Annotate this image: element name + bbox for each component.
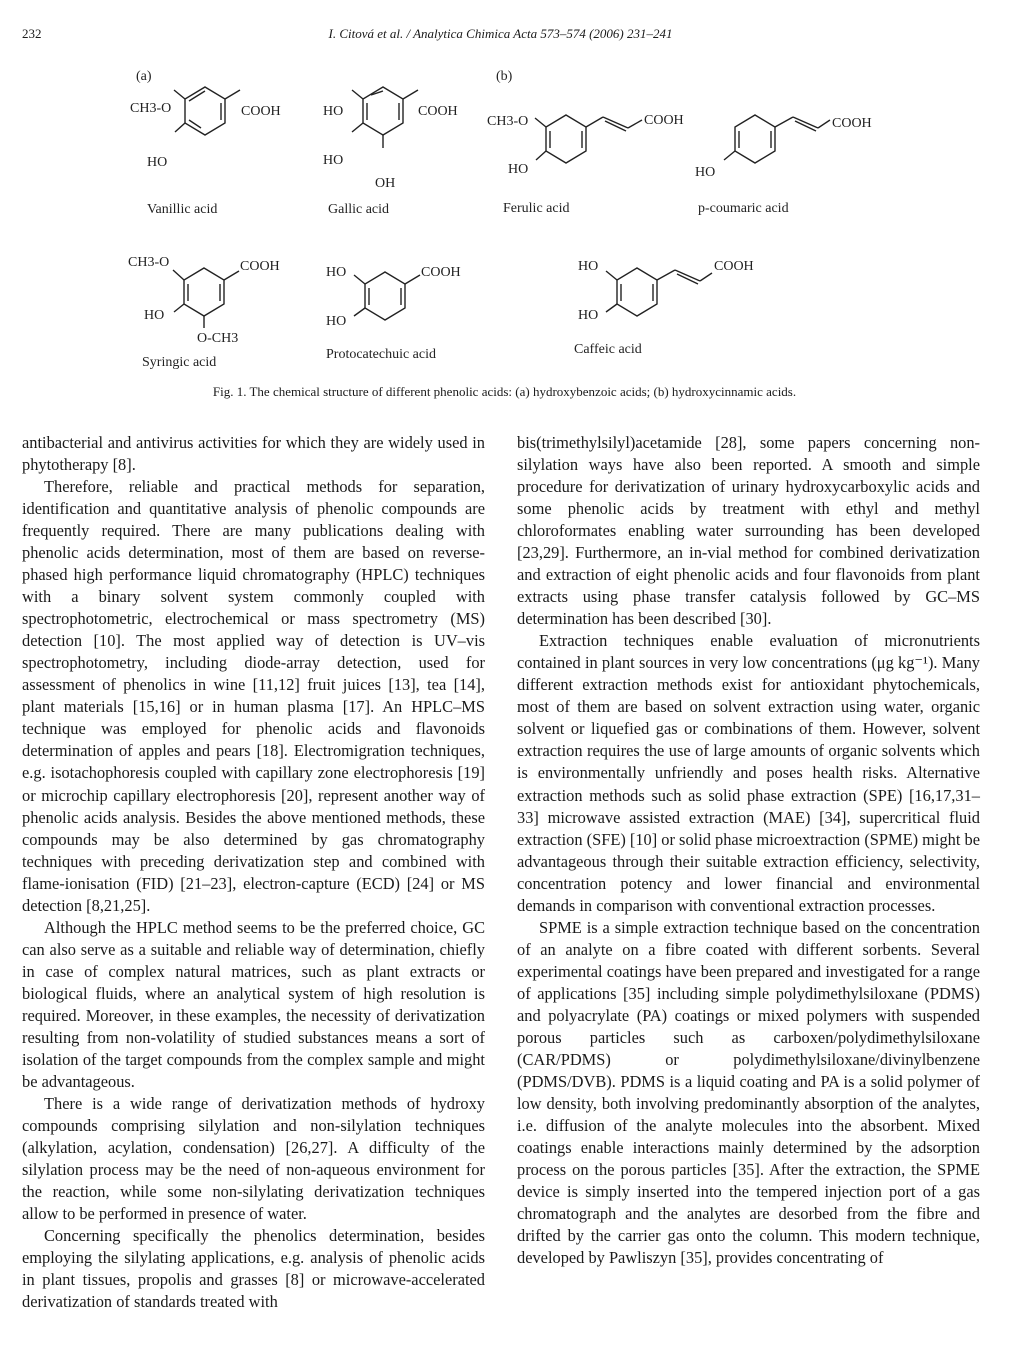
journal-citation: I. Citová et al. / Analytica Chimica Acta 573–574 (2006) 231–241 [328, 26, 673, 41]
paragraph: antibacterial and antivirus activities for which they are widely used in phytotherapy [8]. [22, 433, 485, 475]
figure-caption: Fig. 1. The chemical structure of different phenolic acids: (a) hydroxybenzoic acids; (b) hydroxycinnamic acids. [212, 384, 797, 399]
page-number: 232 [22, 26, 42, 41]
group-label: HO [323, 153, 344, 168]
group-label: HO [147, 155, 168, 170]
coumaric-ring [735, 115, 775, 163]
right-column [517, 432, 980, 1269]
group-label: CH3-O [128, 255, 170, 270]
structure-name-caffeic: Caffeic acid [574, 342, 642, 357]
vanillic-ring [185, 87, 225, 135]
paragraph: SPME is a simple extraction technique based on the concentration of an analyte on a fibre coated with different sorbents. Several experimental coatings have been prepared and investigated for a range of applications [35] including simple polydimethylsiloxane (PDMS) and polyacrylate (PA) coatings or mixed polymers with suspended porous particles such as carboxen/polydimethylsiloxane (CAR/PDMS) or polydimethylsiloxane/divinylbenzene (PDMS/DVB). PDMS is a liquid coating and PA is a solid polymer of low density, both involving predominantly absorption of the analytes, i.e. diffusion of the analyte molecules into the absorbent. Mixed coatings enable interactions mainly determined by the adsorption process on the porous particles [35]. After the extraction, the SPME device is simply inserted into the tempered injection port of a gas chromatograph and the analytes are desorbed from the fibre and drifted by the carrier gas onto the column. This modern technique, developed by Pawliszyn [35], provides concentrating of [517, 917, 980, 1268]
group-label: O-CH3 [197, 331, 239, 346]
paragraph: Extraction techniques enable evaluation of micronutrients contained in plant sources in very low concentrations (μg kg⁻¹). Many different extraction methods exist for antioxidant phytochemicals, most of them are based on solvent extraction using water, organic solvent or liquefied gas or combinations of them. However, solvent extraction requires the use of large amounts of organic solvents which is environmentally unfriendly and poses health risks. Alternative extraction methods such as solid phase extraction (SPE) [16,17,31–33] microwave assisted extraction (MAE) [34], supercritical fluid extraction (SFE) [10] or solid phase microextraction (SPME) might be advantageous through their suitable extraction efficiency, selectivity, concentration potency and lower financial and environmental demands in comparison with conventional extraction processes. [517, 631, 980, 915]
group-label: COOH [832, 116, 872, 131]
group-label: COOH [714, 259, 754, 274]
group-label: COOH [644, 113, 684, 128]
panel-b-label: (b) [496, 69, 513, 84]
group-label: HO [326, 314, 347, 329]
figure-1 [100, 60, 920, 376]
structure-name-coumaric: p-coumaric acid [698, 201, 789, 216]
group-label: HO [508, 162, 529, 177]
group-label: COOH [418, 104, 458, 119]
group-label: HO [578, 259, 599, 274]
gallic-ring [363, 87, 403, 135]
paragraph: Concerning specifically the phenolics determination, besides employing the silylating applications, e.g. analysis of phenolic acids in plant tissues, propolis and grasses [8] or microwave-accelerated derivatization of standards treated with [22, 1226, 485, 1312]
page-header [22, 22, 979, 44]
paragraph: There is a wide range of derivatization methods of hydroxy compounds comprising silylation and non-silylation techniques (alkylation, acylation, condensation) [26,27]. A difficulty of the silylation process may be the need of non-aqueous environment for the reaction, while some non-silylating derivatization techniques allow to be performed in presence of water. [22, 1093, 485, 1224]
protocatechuic-ring [365, 272, 405, 320]
group-label: HO [695, 165, 716, 180]
group-label: CH3-O [487, 114, 529, 129]
group-label: HO [323, 104, 344, 119]
paragraph: bis(trimethylsilyl)acetamide [28], some papers concerning non-silylation ways have also been reported. A smooth and simple procedure for derivatization of urinary hydroxycarboxylic acids and some phenolic acids by treatment with ethyl and methyl chloroformates enabling water surrounding has been developed [23,29]. Furthermore, an in-vial method for combined derivatization and extraction of eight phenolic acids and four flavonoids from plant extracts using phase transfer catalysis followed by GC–MS determination has been described [30]. [517, 433, 980, 629]
chemical-structures-figure [100, 60, 920, 376]
group-label: HO [578, 308, 599, 323]
group-label: HO [144, 308, 165, 323]
group-label: OH [375, 176, 396, 191]
structure-name-protocatechuic: Protocatechuic acid [326, 347, 437, 362]
structure-name-vanillic: Vanillic acid [147, 202, 218, 217]
group-label: COOH [421, 265, 461, 280]
structure-name-gallic: Gallic acid [328, 202, 390, 217]
syringic-ring [184, 268, 224, 316]
structure-name-syringic: Syringic acid [142, 355, 217, 370]
group-label: COOH [240, 259, 280, 274]
left-column [22, 432, 485, 1313]
group-label: HO [326, 265, 347, 280]
group-label: CH3-O [130, 101, 172, 116]
paragraph: Although the HPLC method seems to be the preferred choice, GC can also serve as a suitable and reliable way of determination, chiefly in case of complex natural matrices, such as plant extracts or biological fluids, where an analytical system of high resolution is required. Moreover, in these examples, the necessity of derivatization resulting from non-volatility of studied substances means a sort of isolation of the target compounds from the complex sample and might be advantageous. [22, 917, 485, 1091]
paragraph: Therefore, reliable and practical methods for separation, identification and quantitative analysis of phenolic compounds are frequently required. There are many publications dealing with phenolic acids determination, most of them are based on reverse-phased high performance liquid chromatography (HPLC) techniques with a binary solvent system commonly coupled with spectrophotometric, electrochemical or mass spectrometry (MS) detection [10]. The most applied way of detection is UV–vis spectrophotometry, including diode-array detection, used for assessment of phenolics in wine [11,12] fruit juices [13], tea [14], plant materials [15,16] or in human plasma [17]. An HPLC–MS technique was employed for phenolic acids and flavonoids determination of apples and pears [18]. Electromigration techniques, e.g. isotachophoresis coupled with capillary zone electrophoresis [19] or microchip capillary electrophoresis [20], represent another way of phenolic acids analysis. Besides the above mentioned methods, these compounds may be also determined by gas chromatography techniques with preceding derivatization step and combined with flame-ionisation (FID) [21–23], electron-capture (ECD) [24] or MS detection [8,21,25]. [22, 477, 485, 915]
ferulic-ring [546, 115, 586, 163]
structure-name-ferulic: Ferulic acid [503, 201, 570, 216]
panel-a-label: (a) [136, 69, 152, 84]
group-label: COOH [241, 104, 281, 119]
caffeic-ring [617, 268, 657, 316]
